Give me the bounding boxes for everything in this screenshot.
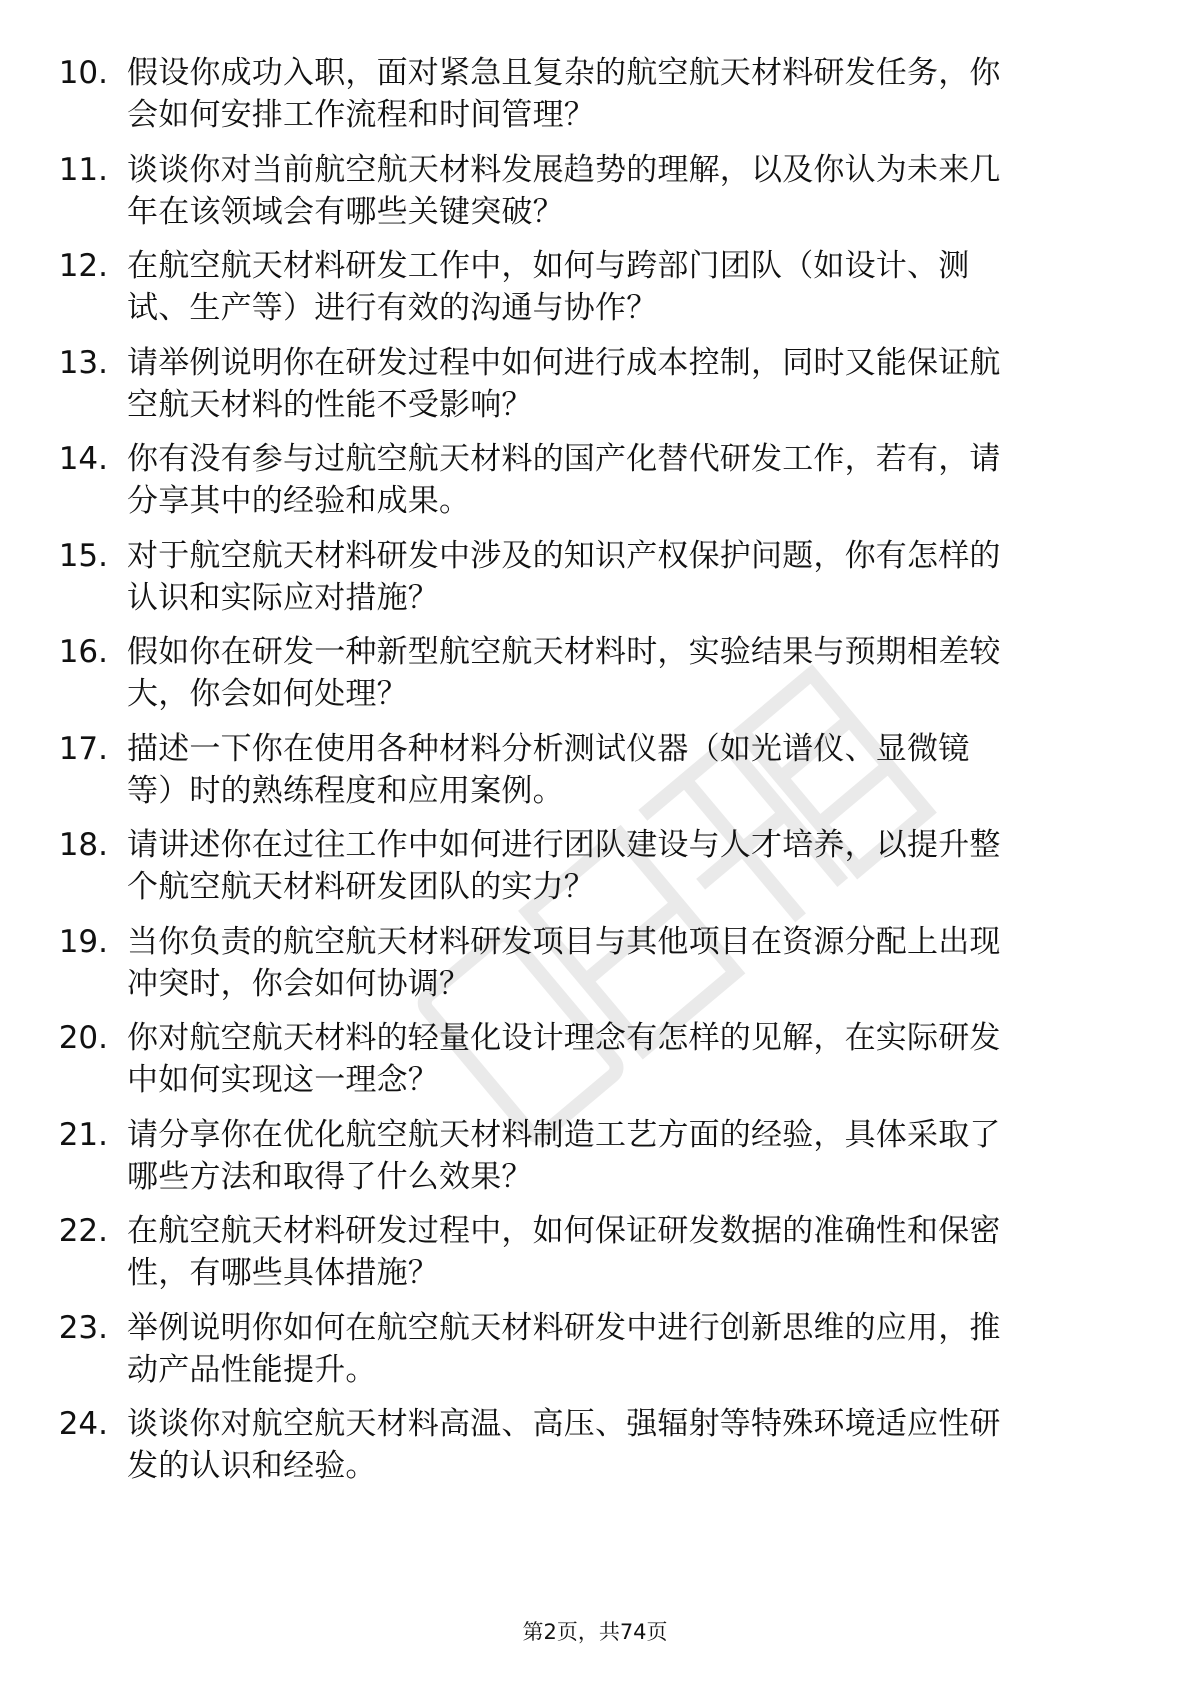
question-number: 13. [58, 344, 108, 381]
question-number: 17. [58, 730, 108, 767]
question-text: 在航空航天材料研发工作中，如何与跨部门团队（如设计、测 试、生产等）进行有效的沟通与协作？ [127, 248, 970, 326]
question-number: 15. [58, 537, 108, 574]
question-text: 描述一下你在使用各种材料分析测试仪器（如光谱仪、显微镜 等）时的熟练程度和应用案例。 [127, 730, 970, 809]
question-item [0, 1403, 1190, 1495]
question-number: 21. [58, 1116, 108, 1153]
question-item [0, 921, 1190, 1013]
question-text: 假如你在研发一种新型航空航天材料时，实验结果与预期相差较 大，你会如何处理？ [127, 634, 1001, 712]
question-text: 在航空航天材料研发过程中，如何保证研发数据的准确性和保密 性，有哪些具体措施？ [127, 1213, 1001, 1291]
question-item [0, 1017, 1190, 1109]
question-text: 请分享你在优化航空航天材料制造工艺方面的经验，具体采取了 哪些方法和取得了什么效果？ [127, 1116, 1001, 1195]
question-text: 谈谈你对航空航天材料高温、高压、强辐射等特殊环境适应性研 发的认识和经验。 [127, 1406, 1001, 1484]
question-text: 当你负责的航空航天材料研发项目与其他项目在资源分配上出现 冲突时，你会如何协调？ [127, 923, 1001, 1002]
question-item [0, 438, 1190, 530]
question-number: 20. [58, 1020, 108, 1056]
question-text: 请讲述你在过往工作中如何进行团队建设与人才培养，以提升整 个航空航天材料研发团队的实力？ [127, 827, 1001, 905]
question-number: 12. [58, 248, 108, 284]
question-text: 请举例说明你在研发过程中如何进行成本控制，同时又能保证航 空航天材料的性能不受影响？ [127, 344, 1001, 423]
question-text: 举例说明你如何在航空航天材料研发中进行创新思维的应用，推 动产品性能提升。 [127, 1309, 1001, 1388]
question-list [0, 52, 1190, 1552]
question-number: 16. [58, 634, 108, 670]
question-text: 你对航空航天材料的轻量化设计理念有怎样的见解，在实际研发 中如何实现这一理念？ [127, 1020, 1001, 1098]
question-text: 假设你成功入职，面对紧急且复杂的航空航天材料研发任务，你 会如何安排工作流程和时间管理？ [127, 55, 1001, 133]
question-item [0, 1210, 1190, 1302]
question-number: 14. [58, 441, 108, 477]
question-item [0, 535, 1190, 627]
question-number: 23. [58, 1309, 108, 1346]
question-number: 24. [58, 1406, 108, 1442]
question-number: 11. [58, 151, 108, 188]
question-item [0, 245, 1190, 337]
question-item [0, 1114, 1190, 1206]
question-number: 22. [58, 1213, 108, 1249]
question-item [0, 728, 1190, 820]
question-number: 18. [58, 827, 108, 863]
question-text: 对于航空航天材料研发中涉及的知识产权保护问题，你有怎样的 认识和实际应对措施？ [127, 537, 1001, 616]
page-number-footer: 第2页，共74页 [522, 1620, 668, 1644]
question-item [0, 824, 1190, 916]
question-item [0, 342, 1190, 434]
question-item [0, 52, 1190, 144]
question-item [0, 149, 1190, 241]
question-text: 你有没有参与过航空航天材料的国产化替代研发工作，若有，请 分享其中的经验和成果。 [127, 441, 1001, 519]
question-number: 10. [58, 55, 108, 91]
question-item [0, 631, 1190, 723]
question-item [0, 1307, 1190, 1399]
question-text: 谈谈你对当前航空航天材料发展趋势的理解，以及你认为未来几 年在该领域会有哪些关键突破？ [127, 151, 1001, 230]
question-number: 19. [58, 923, 108, 960]
